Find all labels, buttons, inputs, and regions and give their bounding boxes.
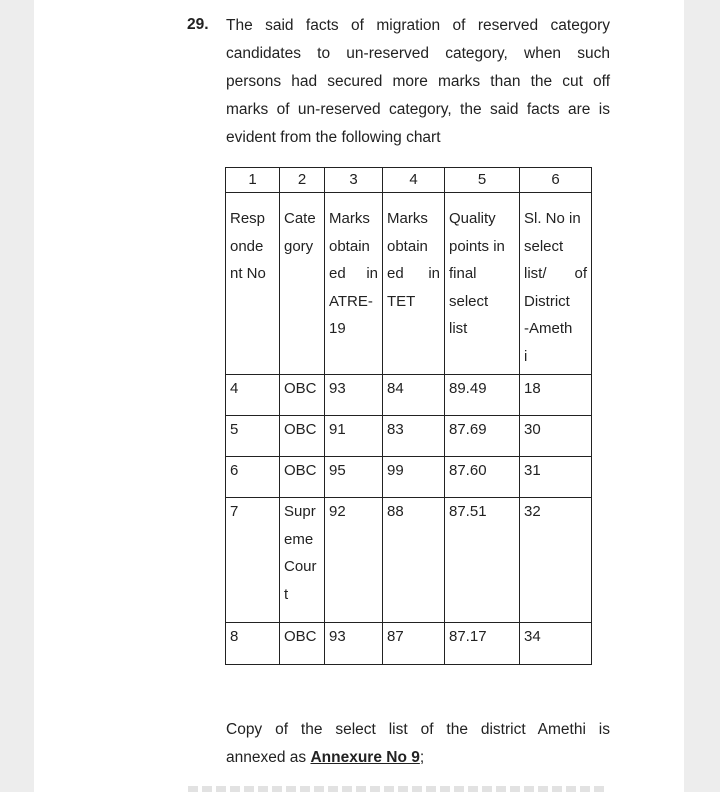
atre-marks-cell: 93 xyxy=(325,375,383,416)
annexure-reference: Annexure No 9 xyxy=(310,749,420,766)
closing-paragraph xyxy=(226,716,610,772)
header-line: onde xyxy=(230,237,264,255)
header-marks-tet xyxy=(383,193,445,375)
table-row xyxy=(226,375,592,416)
table-row xyxy=(226,498,592,623)
category-line: Supr xyxy=(284,503,316,520)
column-number: 2 xyxy=(280,168,325,193)
quality-points-cell: 87.69 xyxy=(445,416,520,457)
respondent-cell: 6 xyxy=(226,457,280,498)
serial-no-cell: 34 xyxy=(520,623,592,665)
header-line: obtain xyxy=(387,237,428,255)
category-line: OBC xyxy=(284,462,317,479)
closing-suffix: ; xyxy=(419,749,425,766)
paragraph-line: evident from the following chart xyxy=(226,129,441,146)
tet-marks-cell: 88 xyxy=(383,498,445,623)
header-serial-no xyxy=(520,193,592,375)
header-line: select xyxy=(449,292,489,310)
table-row xyxy=(226,457,592,498)
column-number-row xyxy=(226,168,592,193)
respondent-cell: 8 xyxy=(226,623,280,665)
header-line: Quality xyxy=(449,210,496,227)
header-line: 19 xyxy=(329,320,346,337)
header-line: gory xyxy=(284,237,314,255)
header-quality-points xyxy=(445,193,520,375)
quality-points-cell: 87.51 xyxy=(445,498,520,623)
category-line: OBC xyxy=(284,380,317,397)
table-row xyxy=(226,623,592,665)
atre-marks-cell: 93 xyxy=(325,623,383,665)
closing-line: Copy of the select list of the district Amethi is xyxy=(226,721,610,738)
header-line: select xyxy=(524,237,564,255)
category-cell xyxy=(280,416,325,457)
tet-marks-cell: 84 xyxy=(383,375,445,416)
serial-no-cell: 30 xyxy=(520,416,592,457)
atre-marks-cell: 95 xyxy=(325,457,383,498)
header-line: Resp xyxy=(230,210,266,227)
header-line: list xyxy=(449,320,468,337)
header-line: ed in xyxy=(329,265,378,282)
column-number: 4 xyxy=(383,168,445,193)
atre-marks-cell: 91 xyxy=(325,416,383,457)
column-number: 6 xyxy=(520,168,592,193)
paragraph-line: persons had secured more marks than the cut off xyxy=(226,73,610,90)
header-line: -Ameth xyxy=(524,320,573,337)
header-line: ATRE- xyxy=(329,292,373,310)
serial-no-cell: 18 xyxy=(520,375,592,416)
header-line: District xyxy=(524,292,570,310)
paragraph-line: candidates to un-reserved category, when such xyxy=(226,45,610,62)
category-cell xyxy=(280,375,325,416)
tet-marks-cell: 83 xyxy=(383,416,445,457)
category-line: Cour xyxy=(284,558,317,575)
category-cell xyxy=(280,457,325,498)
header-marks-atre xyxy=(325,193,383,375)
header-line: Cate xyxy=(284,210,316,227)
serial-no-cell: 32 xyxy=(520,498,592,623)
quality-points-cell: 89.49 xyxy=(445,375,520,416)
header-line: final xyxy=(449,265,477,282)
header-line: Marks xyxy=(387,210,428,227)
serial-no-cell: 31 xyxy=(520,457,592,498)
header-line: Marks xyxy=(329,210,370,227)
table-row xyxy=(226,416,592,457)
category-line: eme xyxy=(284,530,314,548)
respondent-cell: 5 xyxy=(226,416,280,457)
quality-points-cell: 87.60 xyxy=(445,457,520,498)
paragraph-number: 29. xyxy=(187,16,209,33)
category-cell xyxy=(280,623,325,665)
header-row xyxy=(226,193,592,375)
category-cell xyxy=(280,498,325,623)
next-paragraph-cutoff xyxy=(188,786,608,792)
paragraph-line: marks of un-reserved category, the said facts are is xyxy=(226,101,610,118)
header-line: points in xyxy=(449,237,505,255)
column-number: 3 xyxy=(325,168,383,193)
header-line: i xyxy=(524,347,528,365)
tet-marks-cell: 87 xyxy=(383,623,445,665)
header-line: Sl. No in xyxy=(524,210,581,227)
category-line: OBC xyxy=(284,421,317,438)
atre-marks-cell: 92 xyxy=(325,498,383,623)
header-line: ed in xyxy=(387,265,440,282)
header-line: TET xyxy=(387,292,416,310)
respondent-cell: 7 xyxy=(226,498,280,623)
column-number: 5 xyxy=(445,168,520,193)
migration-chart-table xyxy=(225,167,592,665)
tet-marks-cell: 99 xyxy=(383,457,445,498)
column-number: 1 xyxy=(226,168,280,193)
header-line: list/ of xyxy=(524,265,587,282)
category-line: t xyxy=(284,585,289,603)
paragraph-line: The said facts of migration of reserved category xyxy=(226,17,610,34)
closing-line-2 xyxy=(226,744,610,772)
quality-points-cell: 87.17 xyxy=(445,623,520,665)
category-line: OBC xyxy=(284,628,317,645)
header-line: nt No xyxy=(230,265,266,282)
header-line: obtain xyxy=(329,237,370,255)
header-respondent-no xyxy=(226,193,280,375)
closing-prefix: annexed as xyxy=(226,749,311,766)
respondent-cell: 4 xyxy=(226,375,280,416)
paragraph-text xyxy=(226,12,610,152)
header-category xyxy=(280,193,325,375)
